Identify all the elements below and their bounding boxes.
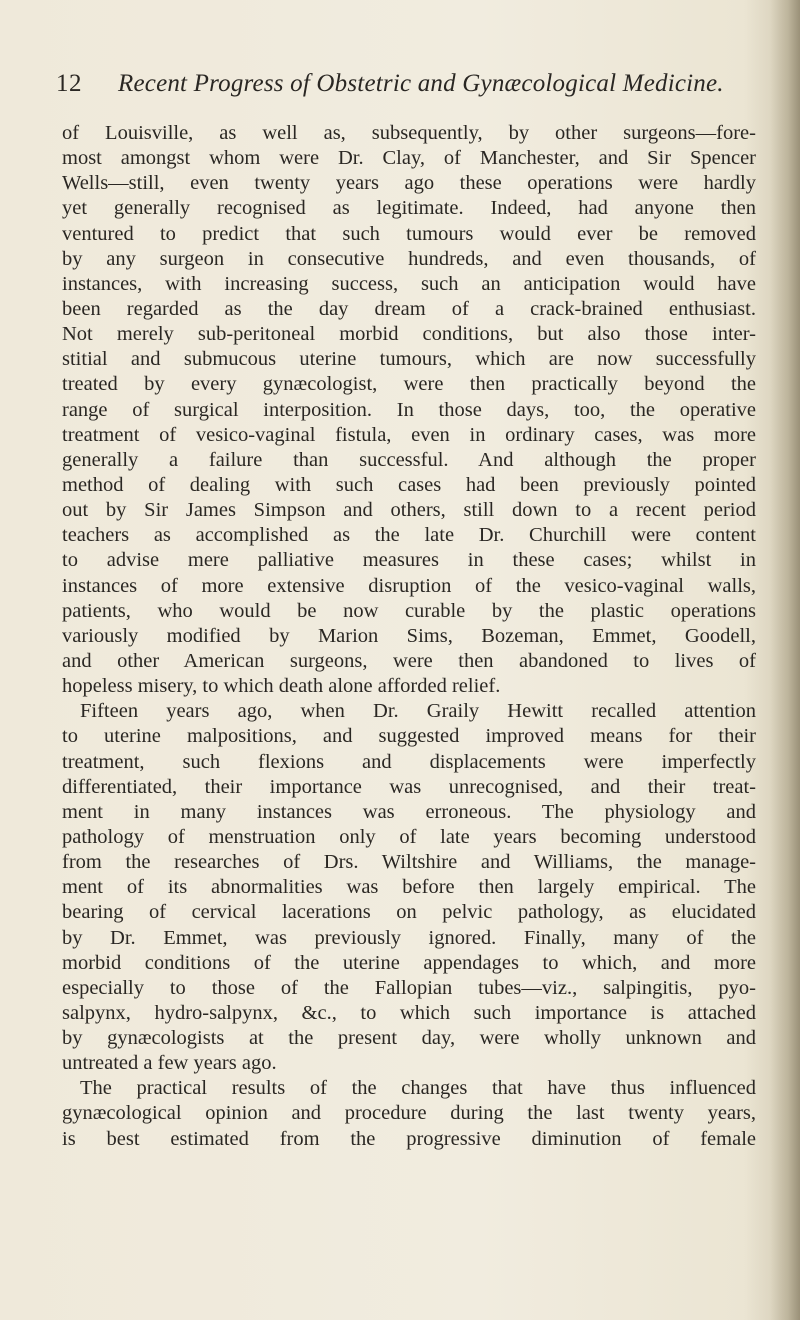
- text-line: bearing of cervical lacerations on pelvic pathology, as elucidated: [62, 901, 756, 924]
- text-line: by gynæcologists at the present day, were wholly unknown and: [62, 1027, 756, 1050]
- text-line: pathology of menstruation only of late years becoming understood: [62, 825, 756, 848]
- text-line: Not merely sub-peritoneal morbid conditions, but also those inter-: [62, 323, 756, 346]
- text-line: instances, with increasing success, such an anticipation would have: [62, 272, 756, 295]
- text-line: patients, who would be now curable by the plastic operations: [62, 599, 756, 622]
- text-line: stitial and submucous uterine tumours, which are now successfully: [62, 348, 756, 371]
- text-line: treatment of vesico-vaginal fistula, even in ordinary cases, was more: [62, 423, 756, 446]
- text-line: to uterine malpositions, and suggested improved means for their: [62, 725, 756, 748]
- text-line: ventured to predict that such tumours would ever be removed: [62, 222, 756, 245]
- text-line: been regarded as the day dream of a crack-brained enthusiast.: [62, 297, 756, 320]
- text-line: ment in many instances was erroneous. The physiology and: [62, 800, 756, 823]
- text-line: gynæcological opinion and procedure during the last twenty years,: [62, 1102, 756, 1125]
- text-line: differentiated, their importance was unrecognised, and their treat-: [62, 775, 756, 798]
- text-line: untreated a few years ago.: [62, 1052, 277, 1075]
- text-line: from the researches of Drs. Wiltshire and Williams, the manage-: [62, 851, 756, 874]
- text-line: generally a failure than successful. And although the proper: [62, 448, 756, 471]
- text-line: hopeless misery, to which death alone afforded relief.: [62, 675, 501, 698]
- text-line: Fifteen years ago, when Dr. Graily Hewitt recalled attention: [80, 700, 756, 723]
- text-line: Wells—still, even twenty years ago these operations were hardly: [62, 172, 756, 195]
- text-line: range of surgical interposition. In those days, too, the operative: [62, 398, 756, 421]
- text-line: out by Sir James Simpson and others, still down to a recent period: [62, 499, 756, 522]
- text-line: morbid conditions of the uterine appendages to which, and more: [62, 951, 756, 974]
- page-header: [56, 70, 756, 110]
- page-edge-shadow: [770, 0, 800, 1320]
- text-line: is best estimated from the progressive diminution of female: [62, 1127, 756, 1150]
- text-line: variously modified by Marion Sims, Bozeman, Emmet, Goodell,: [62, 624, 756, 647]
- text-line: treated by every gynæcologist, were then practically beyond the: [62, 373, 756, 396]
- body-text: [62, 121, 756, 1152]
- text-line: of Louisville, as well as, subsequently, by other surgeons—fore-: [62, 122, 756, 144]
- page-number: 12: [56, 70, 82, 97]
- text-line: method of dealing with such cases had been previously pointed: [62, 473, 756, 496]
- text-line: salpynx, hydro-salpynx, &c., to which such importance is attached: [62, 1001, 756, 1024]
- text-line: treatment, such flexions and displacements were imperfectly: [62, 750, 756, 773]
- text-line: and other American surgeons, were then abandoned to lives of: [62, 649, 756, 672]
- text-line: The practical results of the changes that have thus influenced: [80, 1077, 756, 1100]
- text-line: most amongst whom were Dr. Clay, of Manchester, and Sir Spencer: [62, 147, 756, 170]
- running-head: Recent Progress of Obstetric and Gynæcological Medicine.: [118, 70, 724, 97]
- text-line: by any surgeon in consecutive hundreds, and even thousands, of: [62, 247, 756, 270]
- text-line: yet generally recognised as legitimate. Indeed, had anyone then: [62, 197, 756, 220]
- text-line: to advise mere palliative measures in these cases; whilst in: [62, 549, 756, 572]
- text-line: by Dr. Emmet, was previously ignored. Finally, many of the: [62, 926, 756, 949]
- text-line: teachers as accomplished as the late Dr. Churchill were content: [62, 524, 756, 547]
- text-line: ment of its abnormalities was before then largely empirical. The: [62, 876, 756, 899]
- text-line: instances of more extensive disruption of the vesico-vaginal walls,: [62, 574, 756, 597]
- text-line: especially to those of the Fallopian tubes—viz., salpingitis, pyo-: [62, 976, 756, 999]
